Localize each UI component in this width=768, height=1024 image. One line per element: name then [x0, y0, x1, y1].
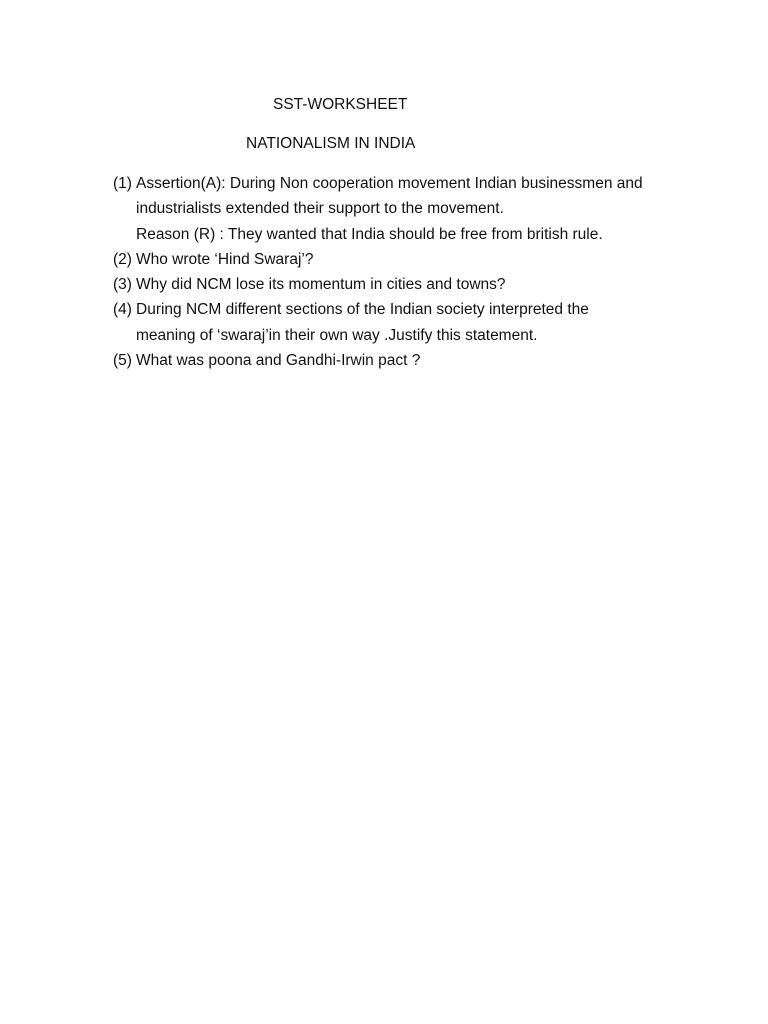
question-line: During NCM different sections of the Indian society interpreted the	[136, 301, 589, 319]
question-number: (1)	[113, 175, 132, 192]
question-line: industrialists extended their support to the movement.	[136, 200, 504, 218]
question-text	[136, 171, 713, 247]
question-line: meaning of ‘swaraj’in their own way .Justify this statement.	[136, 326, 538, 344]
question-list	[113, 171, 713, 373]
question-item-3	[113, 272, 713, 297]
question-line: What was poona and Gandhi-Irwin pact ?	[136, 352, 421, 370]
question-line: Reason (R) : They wanted that India should be free from british rule.	[136, 225, 603, 243]
question-item-5	[113, 348, 713, 373]
question-item-4	[113, 297, 713, 348]
worksheet-subtitle: NATIONALISM IN INDIA	[246, 135, 416, 152]
question-line: Assertion(A): During Non cooperation movement Indian businessmen and	[136, 175, 643, 192]
question-item-1	[113, 171, 713, 247]
question-text	[136, 247, 713, 272]
question-number: (3)	[113, 276, 132, 294]
question-number: (4)	[113, 301, 132, 319]
question-item-2	[113, 247, 713, 272]
question-text	[136, 297, 713, 348]
question-line: Who wrote ‘Hind Swaraj’?	[136, 250, 314, 268]
question-text	[136, 348, 713, 373]
question-line: Why did NCM lose its momentum in cities and towns?	[136, 276, 506, 294]
worksheet-title: SST-WORKSHEET	[273, 96, 408, 113]
question-number: (2)	[113, 250, 132, 268]
question-text	[136, 272, 713, 297]
question-number: (5)	[113, 352, 132, 370]
